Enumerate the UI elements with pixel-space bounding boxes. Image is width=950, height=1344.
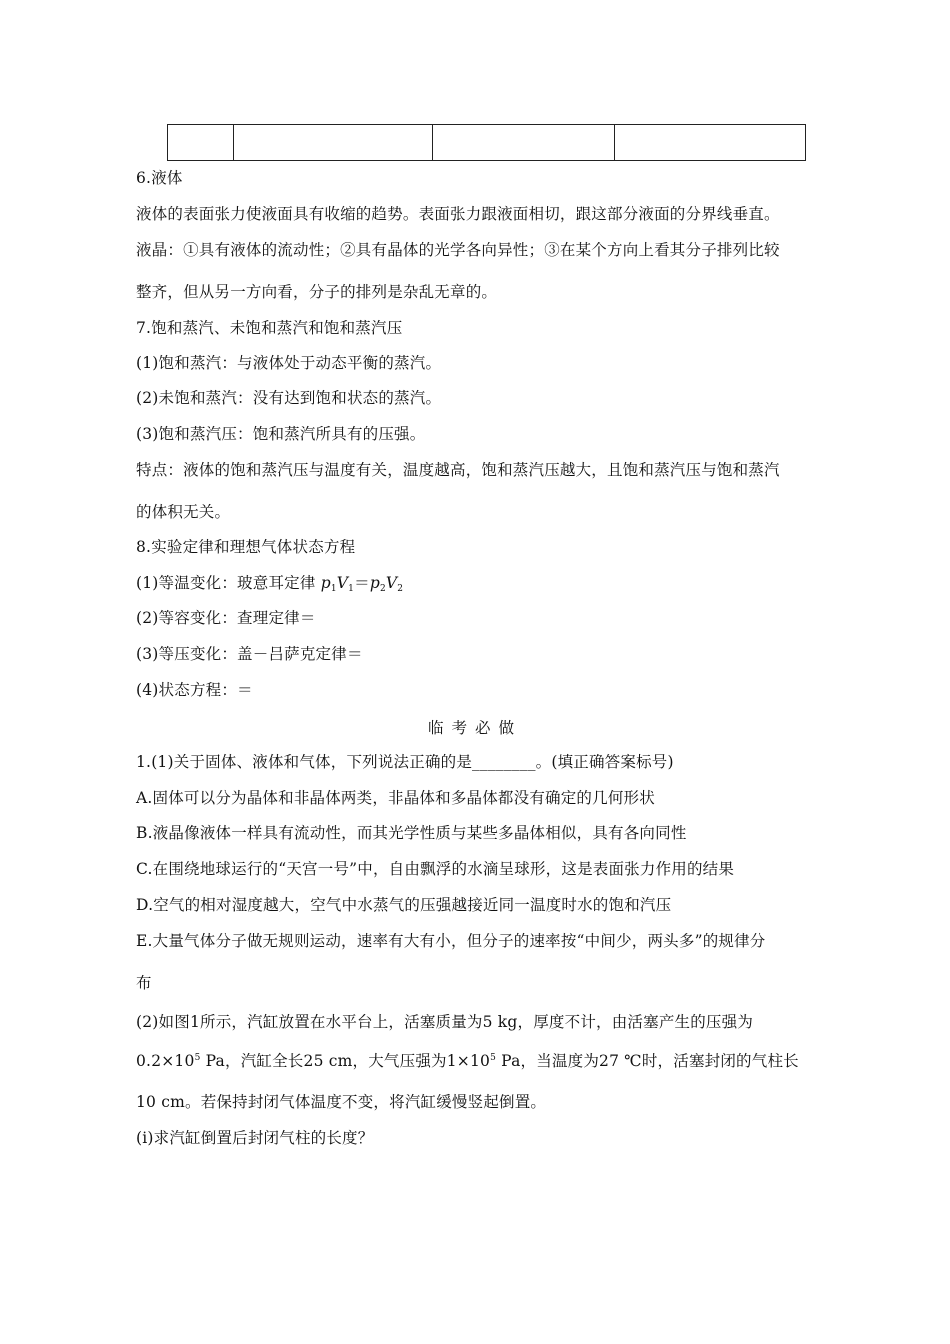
question-1: 1.(1)关于固体、液体和气体，下列说法正确的是________。(填正确答案标号) bbox=[136, 753, 674, 771]
paragraph: 特点：液体的饱和蒸汽压与温度有关，温度越高，饱和蒸汽压越大，且饱和蒸汽压与饱和蒸汽 bbox=[136, 461, 780, 479]
section-heading-8: 8.实验定律和理想气体状态方程 bbox=[136, 538, 356, 556]
text-run: 0.2×10 bbox=[136, 1052, 195, 1070]
list-item: (4)状态方程：＝ bbox=[136, 681, 253, 699]
option-e-cont: 布 bbox=[136, 974, 152, 992]
question-1-part-2: (2)如图1所示，汽缸放置在水平台上，活塞质量为5 kg，厚度不计，由活塞产生的压强为 bbox=[136, 1013, 754, 1031]
subscript: 2 bbox=[397, 584, 404, 594]
formula-p: p bbox=[320, 574, 331, 592]
section-title: 临考必做 bbox=[427, 719, 522, 737]
formula-v: V bbox=[336, 574, 349, 592]
list-item: (3)饱和蒸汽压：饱和蒸汽所具有的压强。 bbox=[136, 425, 426, 443]
option-b: B.液晶像液体一样具有流动性，而其光学性质与某些多晶体相似，具有各向同性 bbox=[136, 824, 687, 842]
option-e: E.大量气体分子做无规则运动，速率有大有小，但分子的速率按“中间少，两头多”的规律分 bbox=[136, 932, 766, 950]
list-item bbox=[136, 573, 403, 593]
option-a: A.固体可以分为晶体和非晶体两类，非晶体和多晶体都没有确定的几何形状 bbox=[136, 789, 655, 807]
table-cell bbox=[234, 125, 433, 160]
subscript: 1 bbox=[348, 584, 355, 594]
paragraph: 液晶：①具有液体的流动性；②具有晶体的光学各向异性；③在某个方向上看其分子排列比较 bbox=[136, 241, 780, 259]
list-item: (1)饱和蒸汽：与液体处于动态平衡的蒸汽。 bbox=[136, 354, 442, 372]
sub-question-i: (ⅰ)求汽缸倒置后封闭气柱的长度？ bbox=[136, 1129, 374, 1147]
section-heading-6: 6.液体 bbox=[136, 169, 183, 187]
formula-v: V bbox=[385, 574, 398, 592]
table-cell bbox=[433, 125, 615, 160]
section-heading-7: 7.饱和蒸汽、未饱和蒸汽和饱和蒸汽压 bbox=[136, 319, 403, 337]
text-run: Pa，当温度为27 ℃时，活塞封闭的气柱长 bbox=[496, 1052, 799, 1070]
list-item: (2)等容变化：查理定律＝ bbox=[136, 609, 316, 627]
question-1-part-2-cont bbox=[136, 1051, 799, 1071]
subscript: 2 bbox=[379, 584, 386, 594]
list-item-text: (1)等温变化：玻意耳定律 bbox=[136, 574, 316, 592]
option-d: D.空气的相对湿度越大，空气中水蒸气的压强越接近同一温度时水的饱和汽压 bbox=[136, 896, 672, 914]
list-item: (2)未饱和蒸汽：没有达到饱和状态的蒸汽。 bbox=[136, 389, 442, 407]
paragraph: 液体的表面张力使液面具有收缩的趋势。表面张力跟液面相切，跟这部分液面的分界线垂直。 bbox=[136, 205, 780, 223]
superscript: 5 bbox=[194, 1053, 201, 1063]
formula-p: p bbox=[369, 574, 380, 592]
question-1-part-2-cont: 10 cm。若保持封闭气体温度不变，将汽缸缓慢竖起倒置。 bbox=[136, 1093, 547, 1111]
table-cell bbox=[615, 125, 805, 160]
text-run: Pa，汽缸全长25 cm，大气压强为1×10 bbox=[200, 1052, 491, 1070]
paragraph: 整齐，但从另一方向看，分子的排列是杂乱无章的。 bbox=[136, 283, 498, 301]
table-fragment bbox=[167, 124, 806, 161]
subscript: 1 bbox=[330, 584, 337, 594]
table-cell bbox=[168, 125, 234, 160]
superscript: 5 bbox=[490, 1053, 497, 1063]
option-c: C.在围绕地球运行的“天宫一号”中，自由飘浮的水滴呈球形，这是表面张力作用的结果 bbox=[136, 860, 735, 878]
equals-sign: ＝ bbox=[354, 574, 370, 592]
list-item: (3)等压变化：盖－吕萨克定律＝ bbox=[136, 645, 363, 663]
paragraph: 的体积无关。 bbox=[136, 503, 231, 521]
